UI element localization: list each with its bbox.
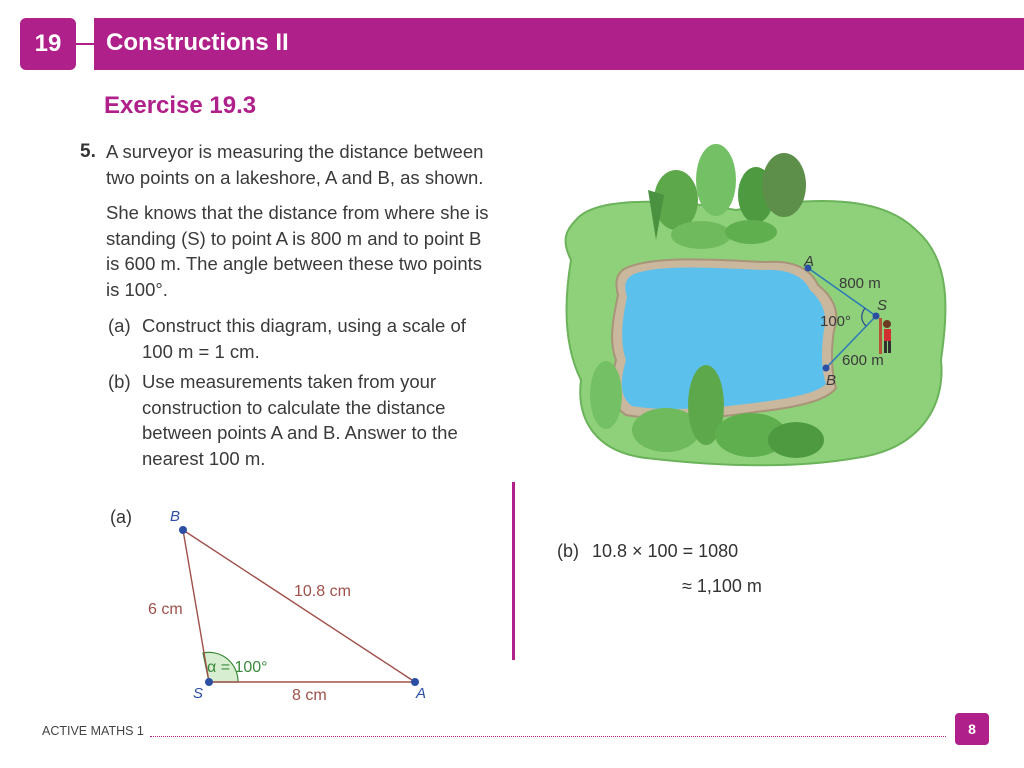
part-a-line-1: Construct this diagram, using a scale of [142,315,466,336]
angle-label: α = 100° [207,659,268,676]
lake-angle: 100° [820,313,852,330]
triangle-construction [140,500,450,710]
vertex-b [179,526,187,534]
lake-illustration [556,140,956,480]
answer-b-label: (b) [557,541,579,561]
question-info-line-2: standing (S) to point A is 800 m and to point B [106,227,482,249]
answer-b-result: ≈ 1,100 m [682,576,762,596]
part-b-line-1: Use measurements taken from your [142,371,437,392]
lake-dist-sb: 600 m [842,352,884,369]
exercise-title: Exercise 19.3 [104,92,257,119]
page-number-badge [955,713,989,745]
part-b-line-2: construction to calculate the distance [142,396,446,418]
question-intro [106,139,526,190]
lake-label-b: B [826,372,837,389]
side-bs-label: 6 cm [148,601,183,618]
part-a-line-2: 100 m = 1 cm. [142,340,260,362]
part-a-text [142,313,522,364]
part-a-label: (a) [108,315,131,336]
part-b-label: (b) [108,371,131,392]
chapter-title: Constructions II [106,29,289,56]
question-intro-line-2: two points on a lakeshore, A and B, as shown. [106,166,484,188]
lake-dist-sa: 800 m [839,275,881,292]
chapter-number-badge [20,18,76,70]
part-b-text [142,369,522,471]
question-info-line-4: is 100°. [106,278,168,300]
column-divider [512,482,515,660]
point-b-marker [823,365,830,372]
part-b-line-3: between points A and B. Answer to the [142,422,458,443]
lake-label-a: A [804,253,815,270]
vertex-a-label: A [416,685,427,702]
vertex-s [205,678,213,686]
page-number: 8 [968,721,976,737]
lake-label-s: S [877,297,888,314]
question-info-line-1: She knows that the distance from where she is [106,202,489,223]
part-b-line-4: nearest 100 m. [142,447,266,469]
question-info [106,200,526,302]
answer-a-label: (a) [110,507,132,527]
side-ba-label: 10.8 cm [294,583,351,600]
vertex-b-label: B [170,508,181,525]
footer-dotted-line [150,736,946,737]
question-intro-line-1: A surveyor is measuring the distance between [106,141,484,162]
side-bs [183,530,209,682]
lake-water [622,268,826,410]
surveyor-figure [879,318,891,354]
header-connector [76,43,94,45]
question-info-line-3: is 600 m. The angle between these two points [106,253,483,274]
vertex-s-label: S [193,685,204,702]
answer-b-calculation: 10.8 × 100 = 1080 [592,541,739,561]
question-number: 5. [80,141,96,162]
footer-book-title: ACTIVE MATHS 1 [42,724,144,738]
chapter-number: 19 [34,30,62,57]
side-sa-label: 8 cm [292,687,327,704]
